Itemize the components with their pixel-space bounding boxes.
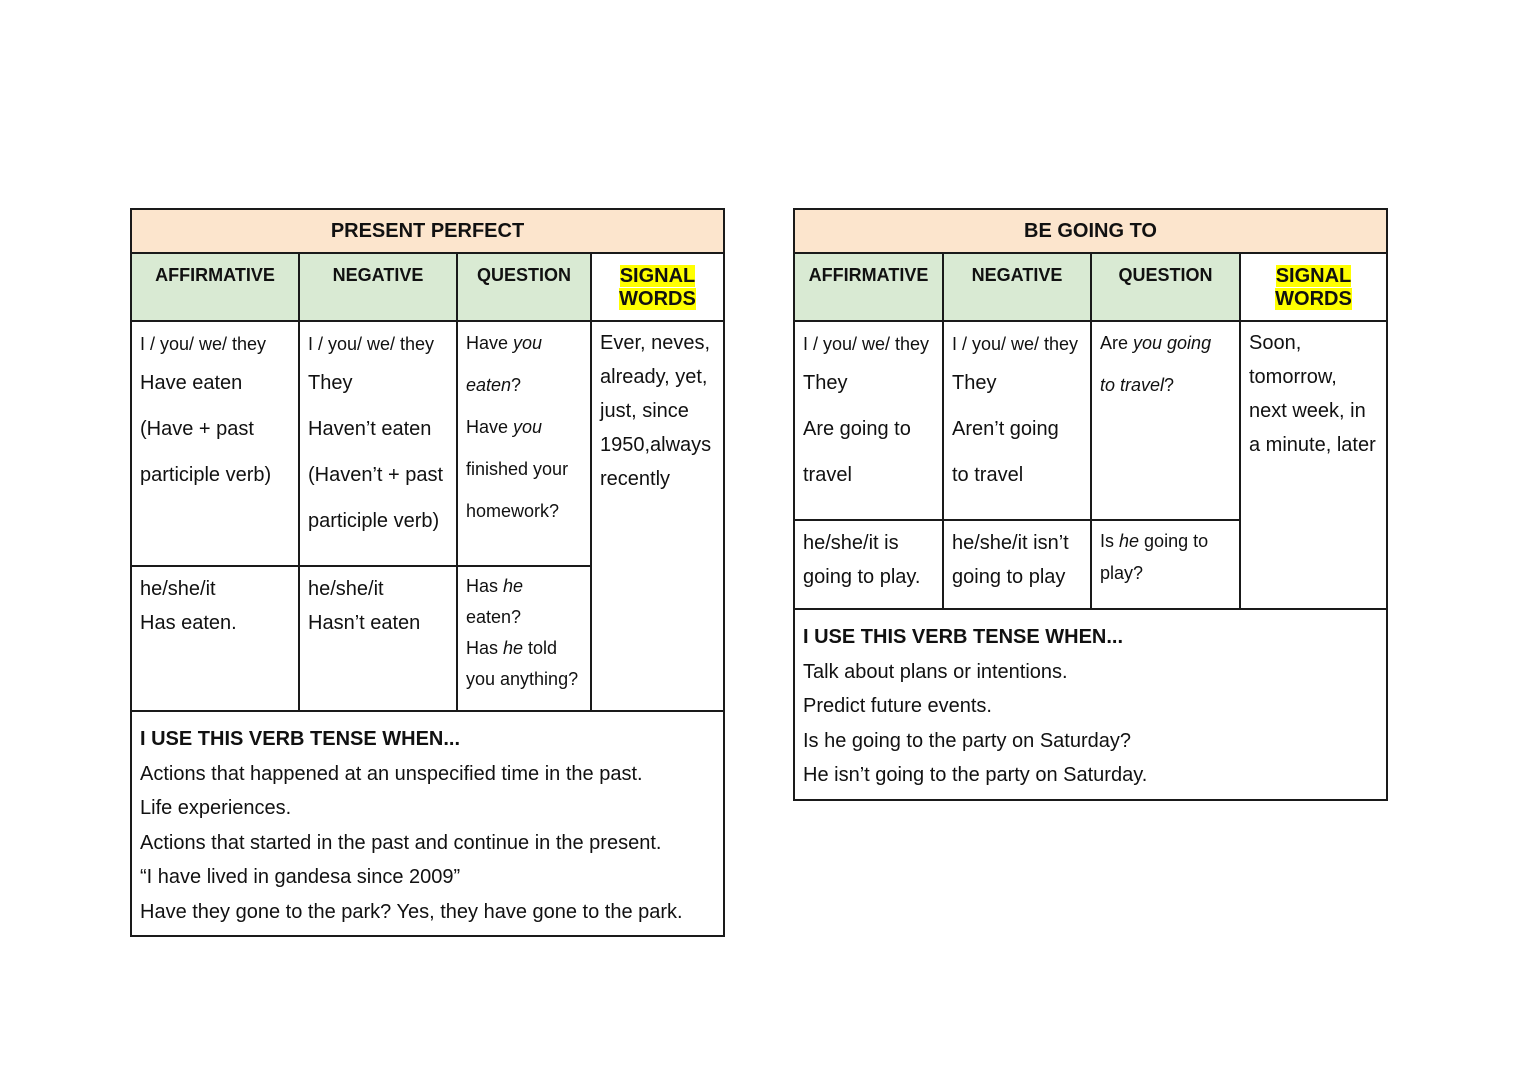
header-signal-words: SIGNAL WORDS (592, 254, 723, 322)
usage-item: Actions that happened at an unspecified time in the past. (140, 762, 643, 785)
usage-section (795, 610, 1386, 799)
present-perfect-table (130, 208, 725, 937)
header-affirmative: AFFIRMATIVE (795, 254, 944, 322)
usage-item: “I have lived in gandesa since 2009” (140, 866, 461, 888)
affirmative-singular-cell: he/she/it Has eaten. (132, 567, 300, 712)
table-title: PRESENT PERFECT (132, 210, 723, 254)
usage-item: Have they gone to the park? Yes, they have gone to the park. (140, 900, 683, 923)
usage-item: Is he going to the party on Saturday? (803, 729, 1131, 752)
header-negative: NEGATIVE (944, 254, 1092, 322)
signal-words-cell: Ever, neves, already, yet, just, since 1950,always recently (592, 322, 723, 712)
header-question: QUESTION (1092, 254, 1241, 322)
negative-plural-cell: I / you/ we/ they They Aren’t going to travel (944, 322, 1092, 521)
usage-item: Predict future events. (803, 695, 992, 717)
usage-item: Life experiences. (140, 797, 292, 819)
usage-heading: I USE THIS VERB TENSE WHEN... (803, 626, 1124, 648)
affirmative-singular-cell: he/she/it is going to play. (795, 521, 944, 610)
usage-item: He isn’t going to the party on Saturday. (803, 764, 1148, 786)
usage-section (132, 712, 723, 935)
header-negative: NEGATIVE (300, 254, 458, 322)
header-signal-words: SIGNAL WORDS (1241, 254, 1386, 322)
question-singular-cell: Is he going to play? (1092, 521, 1241, 610)
usage-item: Talk about plans or intentions. (803, 660, 1068, 683)
be-going-to-table (793, 208, 1388, 801)
question-plural-cell: Have you eaten? Have you finished your homework? (458, 322, 592, 567)
negative-singular-cell: he/she/it Hasn’t eaten (300, 567, 458, 712)
affirmative-plural-cell: I / you/ we/ they They Are going to travel (795, 322, 944, 521)
signal-words-cell: Soon, tomorrow, next week, in a minute, later (1241, 322, 1386, 610)
negative-singular-cell: he/she/it isn’t going to play (944, 521, 1092, 610)
usage-item: Actions that started in the past and continue in the present. (140, 831, 662, 854)
header-affirmative: AFFIRMATIVE (132, 254, 300, 322)
negative-plural-cell: I / you/ we/ they They Haven’t eaten (Haven’t + past participle verb) (300, 322, 458, 567)
usage-heading: I USE THIS VERB TENSE WHEN... (140, 728, 461, 750)
header-question: QUESTION (458, 254, 592, 322)
table-title: BE GOING TO (795, 210, 1386, 254)
question-singular-cell: Has he eaten? Has he told you anything? (458, 567, 592, 712)
question-plural-cell: Are you going to travel? (1092, 322, 1241, 521)
affirmative-plural-cell: I / you/ we/ they Have eaten (Have + past participle verb) (132, 322, 300, 567)
